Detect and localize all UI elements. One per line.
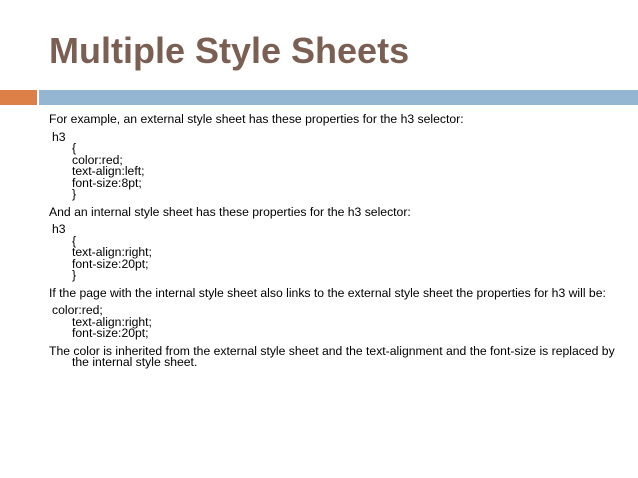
- code-line: }: [72, 187, 77, 201]
- code-line: {: [72, 233, 77, 248]
- slide-title: Multiple Style Sheets: [49, 30, 410, 71]
- code-line: text-align:right;: [72, 245, 152, 259]
- code-line: text-align:right;: [72, 314, 152, 329]
- body-line: For example, an external style sheet has these properties for the h3 selector:: [49, 112, 464, 126]
- code-line: font-size:8pt;: [72, 175, 142, 190]
- code-line: font-size:20pt;: [72, 326, 149, 340]
- code-line: font-size:20pt;: [72, 256, 149, 271]
- body-paragraph: The color is inherited from the external style sheet and the text-alignment and the font-size is replaced by the internal style sheet.: [49, 343, 615, 369]
- body-paragraph: If the page with the internal style sheet also links to the external style sheet the properties for h3 will be:: [49, 285, 606, 300]
- code-line: text-align:left;: [72, 164, 145, 178]
- code-line: {: [72, 141, 77, 155]
- code-line: color:red;: [52, 303, 103, 317]
- body-line: And an internal style sheet has these properties for the h3 selector:: [49, 204, 411, 219]
- title-accent-bar: [0, 90, 37, 105]
- code-line: }: [72, 268, 77, 282]
- code-line: color:red;: [72, 152, 123, 167]
- slide-body: [49, 114, 624, 369]
- code-selector: h3: [52, 129, 66, 144]
- title-rule-bar: [39, 90, 638, 105]
- code-selector: h3: [52, 222, 66, 236]
